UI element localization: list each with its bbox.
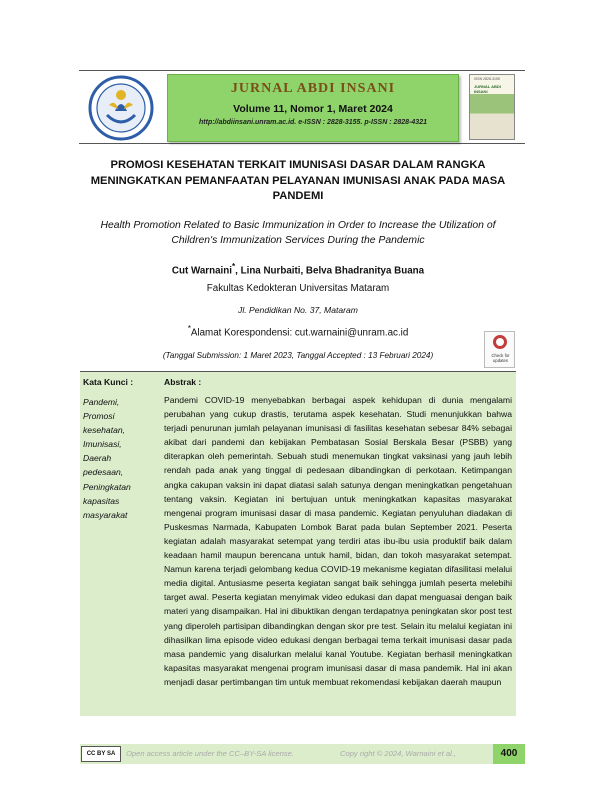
authors (80, 262, 516, 276)
license-text: Open access article under the CC–BY-SA license. (126, 749, 294, 758)
abstract-label: Abstrak : (164, 377, 202, 387)
keyword-item: Daerah (83, 453, 112, 464)
page-footer (80, 744, 525, 764)
journal-logo (85, 75, 157, 141)
journal-url-issn: http://abdiinsani.unram.ac.id. e-ISSN : 2828-3155. p-ISSN : 2828-4321 (199, 119, 427, 126)
journal-cover-thumbnail (469, 74, 515, 140)
cover-small-label: ISSN 2828-3155 (474, 77, 500, 81)
journal-volume: Volume 11, Nomor 1, Maret 2024 (233, 103, 393, 115)
journal-title-box (167, 74, 459, 142)
affiliation: Fakultas Kedokteran Universitas Mataram (206, 283, 390, 294)
journal-name: JURNAL ABDI INSANI (230, 81, 396, 96)
page-number: 400 (493, 744, 525, 764)
correspondence-email[interactable]: Alamat Korespondensi: cut.warnaini@unram.ac.id (190, 327, 409, 339)
submission-dates: (Tanggal Submission: 1 Maret 2023, Tanggal Accepted : 13 Februari 2024) (162, 351, 434, 360)
cover-title: JURNAL ABDI INSANI (474, 84, 501, 94)
abstract-column (164, 377, 512, 689)
journal-header (79, 70, 525, 144)
keyword-item: pedesaan, (83, 467, 124, 478)
address: Jl. Pendidikan No. 37, Mataram (238, 305, 358, 315)
correspondence-mark: * (187, 324, 191, 333)
abstract-text: Pandemi COVID-19 menyebabkan berbagai aspek kehidupan di dunia mengalami perubahan yang cukup drastis, terutama aspek kesehatan. Studi menunjukkan bahwa terjadi penurunan jumlah pelayanan imunisasi di fasilitas kesehatan sebesar 84% sebagai akibat dari pandemi dan kebijakan Pembatasan Sosial Berskala Besar (PSBB) yang diterapkan oleh pemerintah. Sebuah studi menemukan tingkat vaksinasi yang jauh lebih rendah pada anak yang tinggal di pedesaan dibandingkan di perkotaan. Ketimpangan angka cakupan vaksin ini dapat diatasi salah satunya dengan meningkatkan pengetahuan tentang vaksin. Kegiatan ini bertujuan untuk meningkatkan kapasitas masyarakat mengenai program imunisasi dasar di masa pandemic. Kegiatan penyuluhan diadakan di Puskesmas Narmada, Kabupaten Lombok Barat pada bulan September 2021. Peserta kegiatan adalah masyarakat setempat yang terdiri atas ibu-ibu usia produktif baik dalam keadaan hamil maupun berencana untuk hamil, bidan, dan tokoh masyarakat setempat. Namun karena terjadi gelombang kedua COVID-19 mekanisme kegiatan difasilitasi melalui media digital. Antusiasme peserta kegiatan sangat baik sehingga jumlah peserta melebihi target awal. Peserta kegiatan menyimak video edukasi dan dapat menguasai dengan baik materi yang disampaikan. Hal ini dibuktikan dengan terdapatnya peningkatan skor post test yang diperoleh partisipan dibandingkan dengan skor pre test. Selain itu melalui kegiatan ini dihasilkan lima episode video edukasi dengan berbagai tema terkait imunisasi dasar pada masa pandemic yang disalurkan melalui kanal Youtube. Kegiatan berhasil meningkatkan kapasitas masyarakat mengenai program imunisasi dasar di masa pandemik. Hal ini akan menjadi dasar pertimbangan tim untuk membuat rekomendasi kebijakan daerah maupun (164, 395, 512, 687)
keyword-item: Pandemi, (83, 397, 120, 407)
copyright-text: Copy right © 2024, Warnaini et al., (340, 749, 457, 758)
article-title-english: Health Promotion Related to Basic Immunization in Order to Increase the Utilization of Children's Immunization Services During the Pandemic (100, 220, 496, 246)
author-first: Cut Warnaini (171, 265, 232, 277)
check-updates-label: Check for updates (491, 353, 510, 363)
corresponding-mark: * (231, 262, 236, 271)
journal-logo-icon (85, 75, 157, 141)
keyword-item: Imunisasi, (83, 439, 122, 450)
keyword-item: masyarakat (83, 509, 128, 520)
authors-rest: , Lina Nurbaiti, Belva Bhadranitya Buana (235, 265, 425, 277)
cc-by-sa-icon[interactable]: CC BY SA (81, 746, 121, 762)
keywords-column (83, 377, 151, 522)
check-updates-icon (493, 335, 507, 349)
abstract-section (80, 371, 516, 716)
keyword-item: Promosi (83, 411, 115, 422)
article-title: PROMOSI KESEHATAN TERKAIT IMUNISASI DASAR DALAM RANGKA MENINGKATKAN PEMANFAATAN PELAYANAN IMUNISASI ANAK PADA MASA PANDEMI (90, 159, 506, 202)
keywords-list (83, 395, 151, 522)
correspondence (80, 324, 516, 338)
check-for-updates-badge[interactable] (484, 331, 515, 368)
keyword-item: Peningkatan (83, 481, 131, 492)
keywords-label: Kata Kunci : (83, 377, 134, 387)
keyword-item: kesehatan, (83, 425, 126, 436)
keyword-item: kapasitas (83, 495, 120, 506)
